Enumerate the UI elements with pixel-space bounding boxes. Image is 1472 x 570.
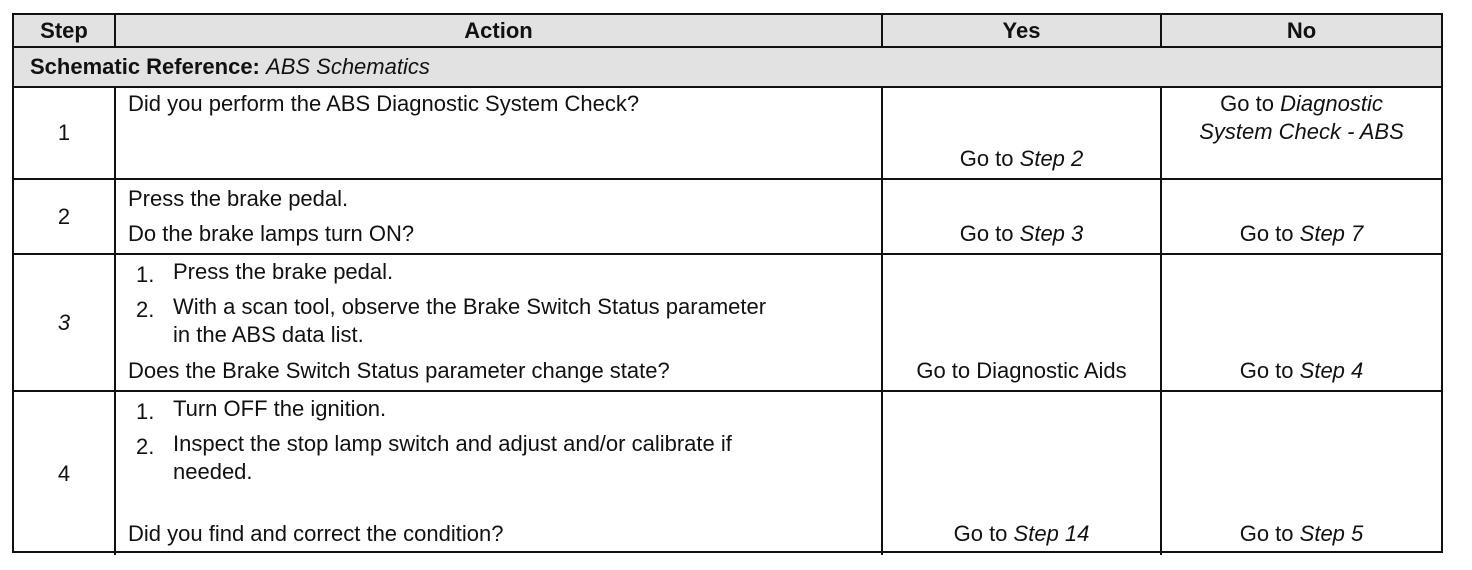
no-cell (1162, 88, 1441, 178)
header-step: Step (14, 15, 116, 46)
list-item-text-continued: in the ABS data list. (173, 322, 364, 347)
table-header-row (14, 15, 1441, 48)
yes-cell (883, 392, 1162, 555)
table-row (14, 180, 1441, 255)
action-cell (116, 255, 883, 390)
list-item-text: Press the brake pedal. (173, 259, 394, 284)
list-item-text: With a scan tool, observe the Brake Switch Status parameter (173, 294, 767, 319)
schematic-reference-label: Schematic Reference: (30, 54, 260, 79)
no-cell (1162, 180, 1441, 253)
list-item-number: 1. (136, 262, 155, 287)
list-item-text: Turn OFF the ignition. (173, 396, 387, 421)
no-result (1162, 91, 1441, 117)
schematic-reference-link[interactable]: ABS Schematics (266, 54, 430, 79)
no-link[interactable]: Diagnostic (1280, 91, 1383, 116)
no-cell (1162, 392, 1441, 555)
step-number: 1 (57, 120, 71, 145)
step-cell (14, 180, 116, 253)
action-instruction: Press the brake pedal. (128, 186, 349, 211)
step-cell (14, 255, 116, 390)
action-question: Did you perform the ABS Diagnostic System Check? (128, 91, 640, 116)
list-item-text: Inspect the stop lamp switch and adjust and/or calibrate if (173, 431, 732, 456)
step-cell (14, 392, 116, 555)
yes-step-link[interactable]: Step 14 (1013, 521, 1090, 546)
no-link-continued[interactable]: System Check - ABS (1199, 119, 1404, 144)
diagnostic-table (12, 13, 1443, 553)
step-number: 4 (57, 460, 71, 486)
list-item-number: 1. (136, 399, 155, 424)
step-number: 3 (57, 309, 71, 335)
action-cell (116, 88, 883, 178)
yes-result[interactable]: Go to Diagnostic Aids (916, 358, 1127, 383)
action-question: Do the brake lamps turn ON? (128, 221, 415, 246)
yes-prefix: Go to (953, 521, 1008, 546)
header-no: No (1286, 17, 1317, 43)
no-step-link[interactable]: Step 5 (1299, 521, 1364, 546)
no-step-link[interactable]: Step 4 (1299, 358, 1364, 383)
table-row (14, 88, 1441, 180)
yes-result (883, 146, 1160, 172)
yes-step-link[interactable]: Step 2 (1019, 146, 1084, 171)
table-row (14, 255, 1441, 392)
action-cell (116, 392, 883, 555)
yes-result (883, 221, 1160, 247)
yes-prefix: Go to (959, 146, 1014, 171)
step-number: 2 (57, 203, 71, 229)
action-question: Did you find and correct the condition? (128, 521, 504, 546)
list-item-number: 2. (136, 434, 155, 459)
yes-cell (883, 180, 1162, 253)
yes-cell (883, 88, 1162, 178)
header-yes: Yes (883, 15, 1162, 46)
no-prefix: Go to (1220, 91, 1274, 116)
no-result (1162, 221, 1441, 247)
yes-step-link[interactable]: Step 3 (1019, 221, 1084, 246)
no-result (1162, 358, 1441, 384)
schematic-reference-row (14, 48, 1441, 88)
step-cell (14, 88, 116, 178)
table-row (14, 392, 1441, 555)
schematic-reference (30, 53, 430, 81)
no-step-link[interactable]: Step 7 (1299, 221, 1364, 246)
yes-prefix: Go to (959, 221, 1014, 246)
list-item-number: 2. (136, 297, 155, 322)
action-cell (116, 180, 883, 253)
no-prefix: Go to (1239, 358, 1294, 383)
yes-cell (883, 255, 1162, 390)
yes-result (883, 521, 1160, 547)
no-prefix: Go to (1239, 221, 1294, 246)
action-question: Does the Brake Switch Status parameter change state? (128, 358, 670, 383)
no-cell (1162, 255, 1441, 390)
header-action: Action (116, 15, 883, 46)
no-result (1162, 521, 1441, 547)
no-prefix: Go to (1239, 521, 1294, 546)
list-item-text-continued: needed. (173, 459, 253, 484)
